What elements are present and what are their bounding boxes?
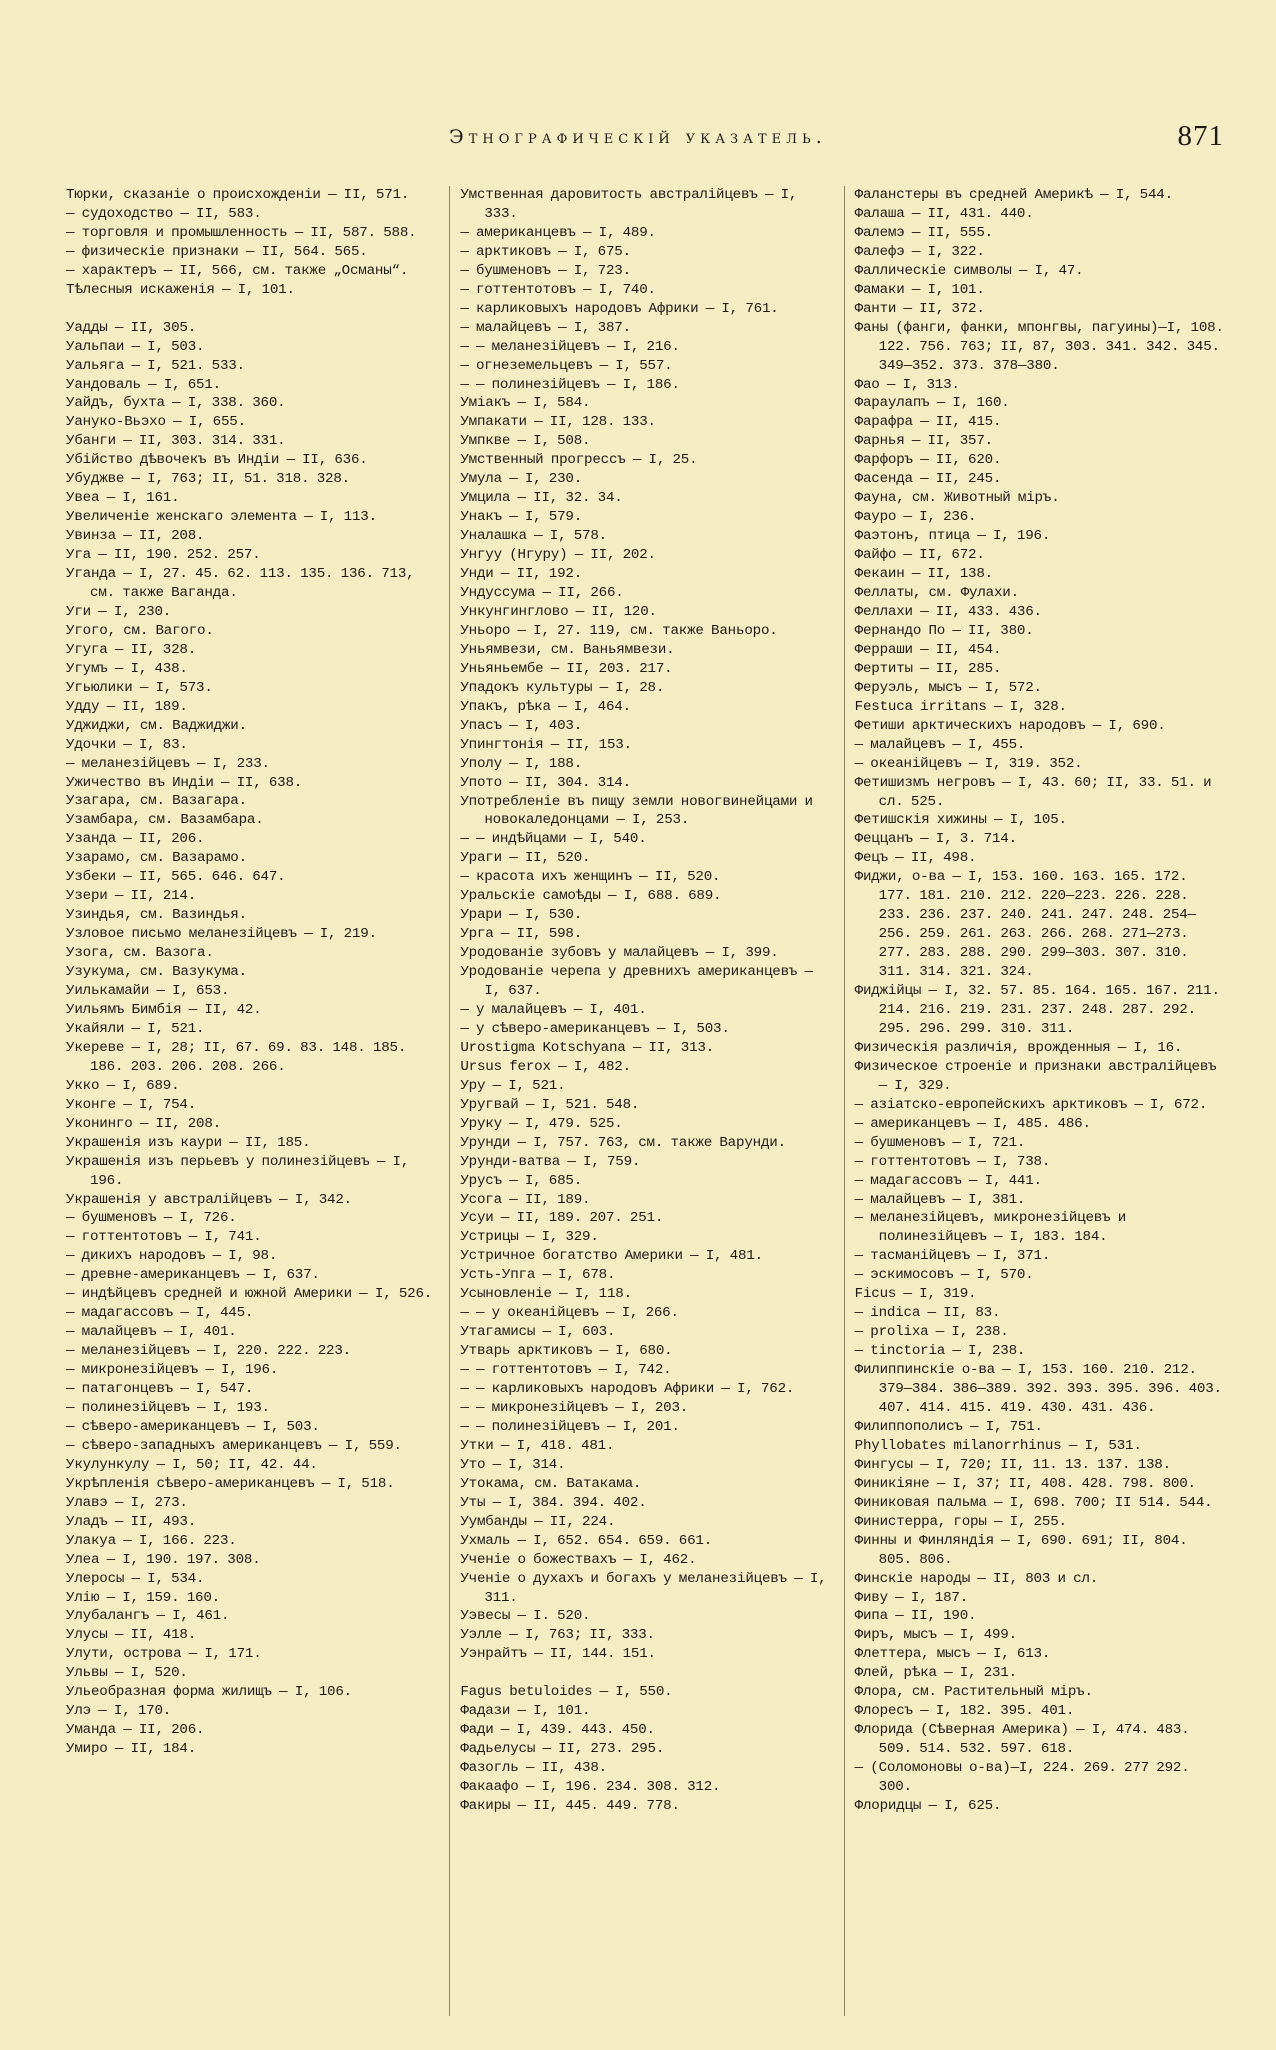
index-entry: Умцила — II, 32. 34. bbox=[460, 490, 623, 507]
index-entry: Urostigma Kotschyana — II, 313. bbox=[460, 1039, 715, 1056]
index-entry: Удду — II, 189. bbox=[66, 698, 188, 715]
index-entry: — меланезійцевъ, микронезійцевъ и полинезійцевъ — I, 183. 184. bbox=[854, 1210, 1127, 1246]
index-entry: Фалемэ — II, 555. bbox=[854, 224, 993, 241]
index-entry: — — полинезійцевъ — I, 186. bbox=[460, 376, 680, 393]
index-entry: Фарафра — II, 415. bbox=[854, 414, 1002, 431]
index-entry: Умственный прогрессъ — I, 25. bbox=[460, 452, 698, 469]
index-entry: Урусъ — I, 685. bbox=[460, 1172, 583, 1189]
index-entry: Финикіяне — I, 37; II, 408. 428. 798. 800. bbox=[854, 1475, 1196, 1492]
index-entry: Упингтонія — II, 153. bbox=[460, 736, 632, 753]
index-entry: — дикихъ народовъ — I, 98. bbox=[66, 1248, 278, 1265]
index-entry: Фауна, см. Животный міръ. bbox=[854, 490, 1060, 507]
index-entry: Ученіе о духахъ и богахъ у меланезійцевъ — I, 311. bbox=[460, 1570, 827, 1606]
index-entry: Уэнрайтъ — II, 144. 151. bbox=[460, 1646, 656, 1663]
index-entry: Уманда — II, 206. bbox=[66, 1722, 205, 1739]
running-title: Этнографическій указатель. bbox=[449, 126, 827, 148]
index-entry: Упасъ — I, 403. bbox=[460, 717, 583, 734]
index-entry: — — индѣйцами — I, 540. bbox=[460, 831, 647, 848]
index-entry: Уньоро — I, 27. 119, см. также Ваньоро. bbox=[460, 622, 778, 639]
index-entry: Ундуссума — II, 266. bbox=[460, 585, 624, 602]
index-entry: Утки — I, 418. 481. bbox=[460, 1437, 615, 1454]
index-entry: — indica — II, 83. bbox=[854, 1305, 1001, 1322]
index-entry: Удочки — I, 83. bbox=[66, 736, 188, 753]
index-entry: Уты — I, 384. 394. 402. bbox=[460, 1494, 647, 1511]
index-entry: Флеттера, мысъ — I, 613. bbox=[854, 1646, 1051, 1663]
index-entry: Урга — II, 598. bbox=[460, 926, 583, 943]
index-entry: Узловое письмо меланезійцевъ — I, 219. bbox=[66, 926, 377, 943]
index-entry: Улэ — I, 170. bbox=[66, 1703, 172, 1720]
index-entry: Фетишскія хижины — I, 105. bbox=[854, 812, 1067, 829]
index-entry: — малайцевъ — I, 455. bbox=[854, 736, 1026, 753]
section-gap bbox=[66, 300, 439, 319]
index-entry: Фарфоръ — II, 620. bbox=[854, 452, 1002, 469]
index-entry: Финистерра, горы — I, 255. bbox=[854, 1513, 1067, 1530]
index-entry: Умиро — II, 184. bbox=[66, 1741, 197, 1758]
index-entry: Фиджійцы — I, 32. 57. 85. 164. 165. 167. 211. 214. 216. 219. 231. 237. 248. 287. 292. 295. 296. 299. 310. 311. bbox=[854, 983, 1220, 1037]
index-entry: Увеличеніе женскаго элемента — I, 113. bbox=[66, 509, 377, 526]
index-entry: Фаны (фанги, фанки, мпонгвы, пагуины)—I, 108. 122. 756. 763; II, 87, 303. 341. 342. 345. 349—352. 373. 378—380. bbox=[854, 319, 1224, 374]
index-entry: Фаллическіе символы — I, 47. bbox=[854, 262, 1084, 279]
index-entry: Тюрки, сказаніе о происхожденіи — II, 571. bbox=[66, 187, 410, 203]
index-entry: — тасманійцевъ — I, 371. bbox=[854, 1248, 1051, 1265]
index-entry: — tinctoria — I, 238. bbox=[854, 1343, 1026, 1360]
index-entry: Ursus ferox — I, 482. bbox=[460, 1058, 631, 1075]
index-entry: Узиндья, см. Вазиндья. bbox=[66, 907, 247, 924]
index-entry: Феццанъ — I, 3. 714. bbox=[854, 831, 1017, 848]
index-entry: Уга — II, 190. 252. 257. bbox=[66, 547, 261, 564]
index-entry: — американцевъ — I, 485. 486. bbox=[854, 1115, 1091, 1132]
index-entry: Фиву — I, 187. bbox=[854, 1589, 969, 1606]
index-entry: Усуи — II, 189. 207. 251. bbox=[460, 1210, 664, 1227]
index-entry: Факаафо — I, 196. 234. 308. 312. bbox=[460, 1779, 721, 1796]
index-column-right bbox=[844, 186, 1228, 2016]
index-column-middle bbox=[449, 186, 843, 2016]
page-header bbox=[0, 118, 1276, 162]
index-entry: Ферраши — II, 454. bbox=[854, 641, 1002, 658]
index-entry: Увинза — II, 208. bbox=[66, 528, 205, 545]
index-entry: Уругвай — I, 521. 548. bbox=[460, 1096, 640, 1113]
index-entry: Улавэ — I, 273. bbox=[66, 1494, 188, 1511]
index-entry: Фецъ — II, 498. bbox=[854, 850, 977, 867]
index-entry: Фарнья — II, 357. bbox=[854, 433, 993, 450]
index-entry: — готтентотовъ — I, 740. bbox=[460, 281, 656, 298]
index-entry: — малайцевъ — I, 401. bbox=[66, 1324, 237, 1341]
index-entry: Уумбанды — II, 224. bbox=[460, 1513, 616, 1530]
index-entry: Украшенія изъ перьевъ у полинезійцевъ — I, 196. bbox=[66, 1153, 410, 1189]
index-entry: Убанги — II, 303. 314. 331. bbox=[66, 433, 286, 450]
index-entry: Устрицы — I, 329. bbox=[460, 1229, 599, 1246]
index-entry: Фади — I, 439. 443. 450. bbox=[460, 1722, 655, 1739]
index-entry: — американцевъ — I, 489. bbox=[460, 224, 656, 241]
index-entry: Финиковая пальма — I, 698. 700; II 514. 544. bbox=[854, 1494, 1213, 1511]
index-entry: Утокама, см. Ватакама. bbox=[460, 1475, 642, 1492]
index-entry: Физическое строеніе и признаки австралійцевъ — I, 329. bbox=[854, 1058, 1217, 1094]
index-entry: Улеросы — I, 534. bbox=[66, 1570, 205, 1587]
index-entry: Уньямвези, см. Ваньямвези. bbox=[460, 641, 675, 658]
index-entry: Фао — I, 313. bbox=[854, 376, 960, 393]
index-entry: Уги — I, 230. bbox=[66, 603, 172, 620]
index-entry: Фалефэ — I, 322. bbox=[854, 243, 985, 260]
index-entry: Уньяньембе — II, 203. 217. bbox=[460, 660, 673, 677]
index-columns bbox=[66, 186, 1228, 2016]
index-entry: Узери — II, 214. bbox=[66, 888, 197, 905]
index-entry: Фаланстеры въ средней Америкѣ — I, 544. bbox=[854, 187, 1173, 203]
index-entry: Употребленіе въ пищу земли новогвинейцами и новокаледонцами — I, 253. bbox=[460, 793, 813, 829]
index-entry: Фалаша — II, 431. 440. bbox=[854, 205, 1034, 222]
index-entry: Уануко-Вьэхо — I, 655. bbox=[66, 414, 246, 431]
index-entry: Уальяга — I, 521. 533. bbox=[66, 357, 245, 374]
index-entry: Ульвы — I, 520. bbox=[66, 1665, 188, 1682]
index-entry: Фетишизмъ негровъ — I, 43. 60; II, 33. 51. и сл. 525. bbox=[854, 774, 1212, 810]
index-entry: — prolixa — I, 238. bbox=[854, 1324, 1009, 1341]
index-entry: Филиппополисъ — I, 751. bbox=[854, 1418, 1043, 1435]
index-entry: Укрѣпленія сѣверо-американцевъ — I, 518. bbox=[66, 1475, 395, 1492]
section-gap bbox=[460, 1664, 833, 1683]
index-entry: — арктиковъ — I, 675. bbox=[460, 243, 631, 260]
index-entry: Узанда — II, 206. bbox=[66, 831, 205, 848]
index-entry: Уджиджи, см. Ваджиджи. bbox=[66, 717, 247, 734]
index-entry: Увеа — I, 161. bbox=[66, 490, 180, 507]
index-entry: — огнеземельцевъ — I, 557. bbox=[460, 357, 673, 374]
index-entry: Уадды — II, 305. bbox=[66, 319, 197, 336]
index-entry: Флей, рѣка — I, 231. bbox=[854, 1665, 1017, 1682]
index-entry: Фекаин — II, 138. bbox=[854, 566, 993, 583]
index-entry: — — готтентотовъ — I, 742. bbox=[460, 1362, 672, 1379]
index-entry: — мадагассовъ — I, 441. bbox=[854, 1172, 1042, 1189]
index-entry: — — у океанійцевъ — I, 266. bbox=[460, 1305, 679, 1322]
index-entry: Узога, см. Вазога. bbox=[66, 945, 214, 962]
index-entry: Уналашка — I, 578. bbox=[460, 528, 607, 545]
index-entry: Ункунгинглово — II, 120. bbox=[460, 603, 657, 620]
index-entry: — меланезійцевъ — I, 220. 222. 223. bbox=[66, 1343, 351, 1360]
index-entry: Укайяли — I, 521. bbox=[66, 1020, 205, 1037]
index-entry: Уконинго — II, 208. bbox=[66, 1115, 221, 1132]
index-entry: Узарамо, см. Вазарамо. bbox=[66, 850, 247, 867]
index-entry: Уміакъ — I, 584. bbox=[460, 395, 591, 412]
index-entry: — у малайцевъ — I, 401. bbox=[460, 1001, 647, 1018]
index-entry: — древне-американцевъ — I, 637. bbox=[66, 1267, 320, 1284]
index-entry: Упакъ, рѣка — I, 464. bbox=[460, 698, 631, 715]
index-entry: — (Соломоновы о-ва)—I, 224. 269. 277 292. 300. bbox=[854, 1760, 1190, 1796]
index-entry: Ураги — II, 520. bbox=[460, 850, 591, 867]
index-entry: Утварь арктиковъ — I, 680. bbox=[460, 1343, 673, 1360]
index-entry: Phyllobates milanorrhinus — I, 531. bbox=[854, 1437, 1142, 1454]
index-entry: Уганда — I, 27. 45. 62. 113. 135. 136. 713, см. также Ваганда. bbox=[66, 566, 415, 601]
index-entry: Умула — I, 230. bbox=[460, 471, 583, 488]
index-entry: Угого, см. Вагого. bbox=[66, 622, 214, 639]
index-entry: Уру — I, 521. bbox=[460, 1077, 566, 1094]
index-entry: Узбеки — II, 565. 646. 647. bbox=[66, 869, 286, 886]
index-entry: Фиджи, о-ва — I, 153. 160. 163. 165. 172. 177. 181. 210. 212. 220—223. 226. 228. 233. 236. 237. 240. 241. 247. 248. 254—256. 259. 261. 263. 266. 268. 271—273. 277. 283. 288. 290. 299—303. 307. 310. 311. 314. 321. 324. bbox=[854, 869, 1196, 981]
index-entry: Финны и Финляндія — I, 690. 691; II, 804. 805. 806. bbox=[854, 1532, 1188, 1568]
index-entry: Устричное богатство Америки — I, 481. bbox=[460, 1248, 763, 1265]
index-entry: Фанти — II, 372. bbox=[854, 300, 985, 317]
index-entry: Укко — I, 689. bbox=[66, 1077, 180, 1094]
index-entry: Ухмаль — I, 652. 654. 659. 661. bbox=[460, 1532, 713, 1549]
index-entry: Украшенія изъ каури — II, 185. bbox=[66, 1134, 311, 1151]
index-entry: Уилькамайи — I, 653. bbox=[66, 983, 230, 1000]
index-entry: Усыновленіе — I, 118. bbox=[460, 1286, 632, 1303]
index-entry: Фиръ, мысъ — I, 499. bbox=[854, 1627, 1017, 1644]
index-entry: Фараулапъ — I, 160. bbox=[854, 395, 1010, 412]
index-entry: — красота ихъ женщинъ — II, 520. bbox=[460, 869, 721, 886]
index-entry: — судоходство — II, 583. bbox=[66, 205, 262, 222]
index-entry: Улусы — II, 418. bbox=[66, 1627, 197, 1644]
index-entry: Флоресъ — I, 182. 395. 401. bbox=[854, 1703, 1075, 1720]
index-entry: Улути, острова — I, 171. bbox=[66, 1646, 262, 1663]
index-entry: — малайцевъ — I, 381. bbox=[854, 1191, 1026, 1208]
index-entry: Урунди — I, 757. 763, см. также Варунди. bbox=[460, 1134, 786, 1151]
index-entry: — — карликовыхъ народовъ Африки — I, 762. bbox=[460, 1381, 795, 1398]
index-entry: — бушменовъ — I, 721. bbox=[854, 1134, 1026, 1151]
index-entry: Узагара, см. Вазагара. bbox=[66, 793, 247, 810]
index-entry: Уэлле — I, 763; II, 333. bbox=[460, 1627, 655, 1644]
index-entry: Узамбара, см. Вазамбара. bbox=[66, 812, 264, 829]
index-entry: — сѣверо-западныхъ американцевъ — I, 559. bbox=[66, 1437, 402, 1454]
index-entry: Флора, см. Растительный міръ. bbox=[854, 1684, 1093, 1701]
index-entry: Файфо — II, 672. bbox=[854, 547, 985, 564]
index-entry: Уильямъ Бимбія — II, 42. bbox=[66, 1001, 262, 1018]
index-entry: Украшенія у австралійцевъ — I, 342. bbox=[66, 1191, 352, 1208]
index-entry: Фаэтонъ, птица — I, 196. bbox=[854, 528, 1051, 545]
index-entry: Унакъ — I, 579. bbox=[460, 509, 583, 526]
index-entry: Ульеобразная форма жилищъ — I, 106. bbox=[66, 1684, 352, 1701]
index-entry: Укереве — I, 28; II, 67. 69. 83. 148. 185. 186. 203. 206. 208. 266. bbox=[66, 1039, 407, 1075]
index-entry: — микронезійцевъ — I, 196. bbox=[66, 1362, 279, 1379]
index-entry: Урари — I, 530. bbox=[460, 907, 583, 924]
index-entry: Уладъ — II, 493. bbox=[66, 1513, 197, 1530]
index-entry: Fagus betuloides — I, 550. bbox=[460, 1684, 673, 1701]
index-entry: Флорида (Сѣверная Америка) — I, 474. 483. 509. 514. 532. 597. 618. bbox=[854, 1722, 1190, 1758]
index-entry: Фертиты — II, 285. bbox=[854, 660, 1002, 677]
index-entry: Фасенда — II, 245. bbox=[854, 471, 1002, 488]
index-entry: Улеа — I, 190. 197. 308. bbox=[66, 1551, 261, 1568]
index-entry: Улакуа — I, 166. 223. bbox=[66, 1532, 237, 1549]
index-entry: Унди — II, 192. bbox=[460, 566, 583, 583]
index-entry: Урунди-ватва — I, 759. bbox=[460, 1153, 641, 1170]
index-entry: — патагонцевъ — I, 547. bbox=[66, 1381, 254, 1398]
index-entry: Уральскіе самоѣды — I, 688. 689. bbox=[460, 888, 722, 905]
index-entry: — карликовыхъ народовъ Африки — I, 761. bbox=[460, 300, 779, 317]
index-entry: Уруку — I, 479. 525. bbox=[460, 1115, 623, 1132]
index-entry: — бушменовъ — I, 723. bbox=[460, 262, 631, 279]
index-entry: Утагамисы — I, 603. bbox=[460, 1324, 616, 1341]
index-entry: Фипа — II, 190. bbox=[854, 1608, 977, 1625]
index-entry: Улію — I, 159. 160. bbox=[66, 1589, 220, 1606]
index-entry: Уандоваль — I, 651. bbox=[66, 376, 221, 393]
index-entry: — азіатско-европейскихъ арктиковъ — I, 672. bbox=[854, 1096, 1208, 1113]
index-entry: — океанійцевъ — I, 319. 352. bbox=[854, 755, 1083, 772]
index-entry: Феллахи — II, 433. 436. bbox=[854, 603, 1042, 620]
index-entry: Фамаки — I, 101. bbox=[854, 281, 985, 298]
index-column-left bbox=[66, 186, 449, 2016]
index-entry: Угьюлики — I, 573. bbox=[66, 679, 213, 696]
index-entry: Уродованіе зубовъ у малайцевъ — I, 399. bbox=[460, 945, 779, 962]
index-entry: — — меланезійцевъ — I, 216. bbox=[460, 338, 680, 355]
index-entry: Упадокъ культуры — I, 28. bbox=[460, 679, 665, 696]
index-entry: Тѣлесныя искаженія — I, 101. bbox=[66, 281, 295, 298]
index-entry: — мадагассовъ — I, 445. bbox=[66, 1305, 254, 1322]
index-entry: — сѣверо-американцевъ — I, 503. bbox=[66, 1418, 320, 1435]
index-entry: — — микронезійцевъ — I, 203. bbox=[460, 1400, 689, 1416]
index-entry: Уконге — I, 754. bbox=[66, 1096, 197, 1113]
index-entry: Фернандо По — II, 380. bbox=[854, 622, 1034, 639]
index-entry: — физическіе признаки — II, 564. 565. bbox=[66, 243, 368, 260]
index-entry: — индѣйцевъ средней и южной Америки — I, 526. bbox=[66, 1286, 433, 1303]
index-entry: — эскимосовъ — I, 570. bbox=[854, 1267, 1034, 1284]
index-entry: Уродованіе черепа у древнихъ американцевъ — I, 637. bbox=[460, 964, 813, 1000]
index-entry: Умпкве — I, 508. bbox=[460, 433, 591, 450]
index-entry: Укулункулу — I, 50; II, 42. 44. bbox=[66, 1456, 318, 1473]
index-entry: Упото — II, 304. 314. bbox=[460, 774, 631, 791]
index-entry: — бушменовъ — I, 726. bbox=[66, 1210, 237, 1227]
index-entry: Финскіе народы — II, 803 и сл. bbox=[854, 1570, 1099, 1587]
index-entry: Фадази — I, 101. bbox=[460, 1703, 591, 1720]
index-entry: — меланезійцевъ — I, 233. bbox=[66, 755, 270, 772]
index-entry: Усть-Упга — I, 678. bbox=[460, 1267, 616, 1284]
index-entry: Феллаты, см. Фулахи. bbox=[854, 585, 1019, 602]
index-entry: Фетиши арктическихъ народовъ — I, 690. bbox=[854, 717, 1166, 734]
index-entry: — — полинезійцевъ — I, 201. bbox=[460, 1418, 680, 1435]
index-entry: Унгуу (Нгуру) — II, 202. bbox=[460, 547, 656, 564]
index-entry: Физическія различія, врожденныя — I, 16. bbox=[854, 1039, 1183, 1056]
index-entry: Умственная даровитость австралійцевъ — I, 333. bbox=[460, 187, 798, 222]
index-entry: Уальпаи — I, 503. bbox=[66, 338, 205, 355]
index-entry: Угумъ — I, 438. bbox=[66, 660, 188, 677]
index-entry: Фауро — I, 236. bbox=[854, 509, 977, 526]
index-entry: Узукума, см. Вазукума. bbox=[66, 964, 247, 981]
index-entry: Факиры — II, 445. 449. 778. bbox=[460, 1798, 680, 1814]
index-entry: Усога — II, 189. bbox=[460, 1191, 591, 1208]
index-entry: — характеръ — II, 566, см. также „Османы“. bbox=[66, 262, 409, 279]
index-entry: Умпакати — II, 128. 133. bbox=[460, 414, 656, 431]
index-entry: Ужичество въ Индіи — II, 638. bbox=[66, 774, 303, 791]
index-entry: Уто — I, 314. bbox=[460, 1456, 566, 1473]
index-entry: Флоридцы — I, 625. bbox=[854, 1798, 1002, 1815]
index-entry: Убійство дѣвочекъ въ Индіи — II, 636. bbox=[66, 452, 368, 469]
index-entry: Уполу — I, 188. bbox=[460, 755, 583, 772]
index-entry: Ficus — I, 319. bbox=[854, 1286, 977, 1303]
index-entry: Фазогль — II, 438. bbox=[460, 1760, 607, 1777]
index-entry: Фадьелусы — II, 273. 295. bbox=[460, 1741, 665, 1758]
index-entry: Угуга — II, 328. bbox=[66, 641, 197, 658]
index-entry: — торговля и промышленность — II, 587. 588. bbox=[66, 224, 417, 241]
index-entry: Ученіе о божествахъ — I, 462. bbox=[460, 1551, 697, 1568]
index-entry: — готтентотовъ — I, 738. bbox=[854, 1153, 1051, 1170]
index-entry: — полинезійцевъ — I, 193. bbox=[66, 1399, 270, 1416]
index-entry: Улубалангъ — I, 461. bbox=[66, 1608, 230, 1625]
index-entry: Феруэль, мысъ — I, 572. bbox=[854, 679, 1042, 696]
index-entry: — готтентотовъ — I, 741. bbox=[66, 1229, 262, 1246]
index-entry: Филиппинскіе о-ва — I, 153. 160. 210. 212. 379—384. 386—389. 392. 393. 395. 396. 403. 407. 414. 415. 419. 430. 431. 436. bbox=[854, 1362, 1222, 1416]
index-entry: Фингусы — I, 720; II, 11. 13. 137. 138. bbox=[854, 1456, 1171, 1473]
index-entry: — у сѣверо-американцевъ — I, 503. bbox=[460, 1020, 730, 1037]
index-entry: Убуджве — I, 763; II, 51. 318. 328. bbox=[66, 471, 350, 488]
index-entry: Уайдъ, бухта — I, 338. 360. bbox=[66, 395, 286, 412]
index-entry: Уэвесы — I. 520. bbox=[460, 1608, 591, 1625]
index-entry: Festuca irritans — I, 328. bbox=[854, 698, 1067, 715]
page-number: 871 bbox=[1177, 120, 1224, 152]
index-entry: — малайцевъ — I, 387. bbox=[460, 319, 631, 336]
